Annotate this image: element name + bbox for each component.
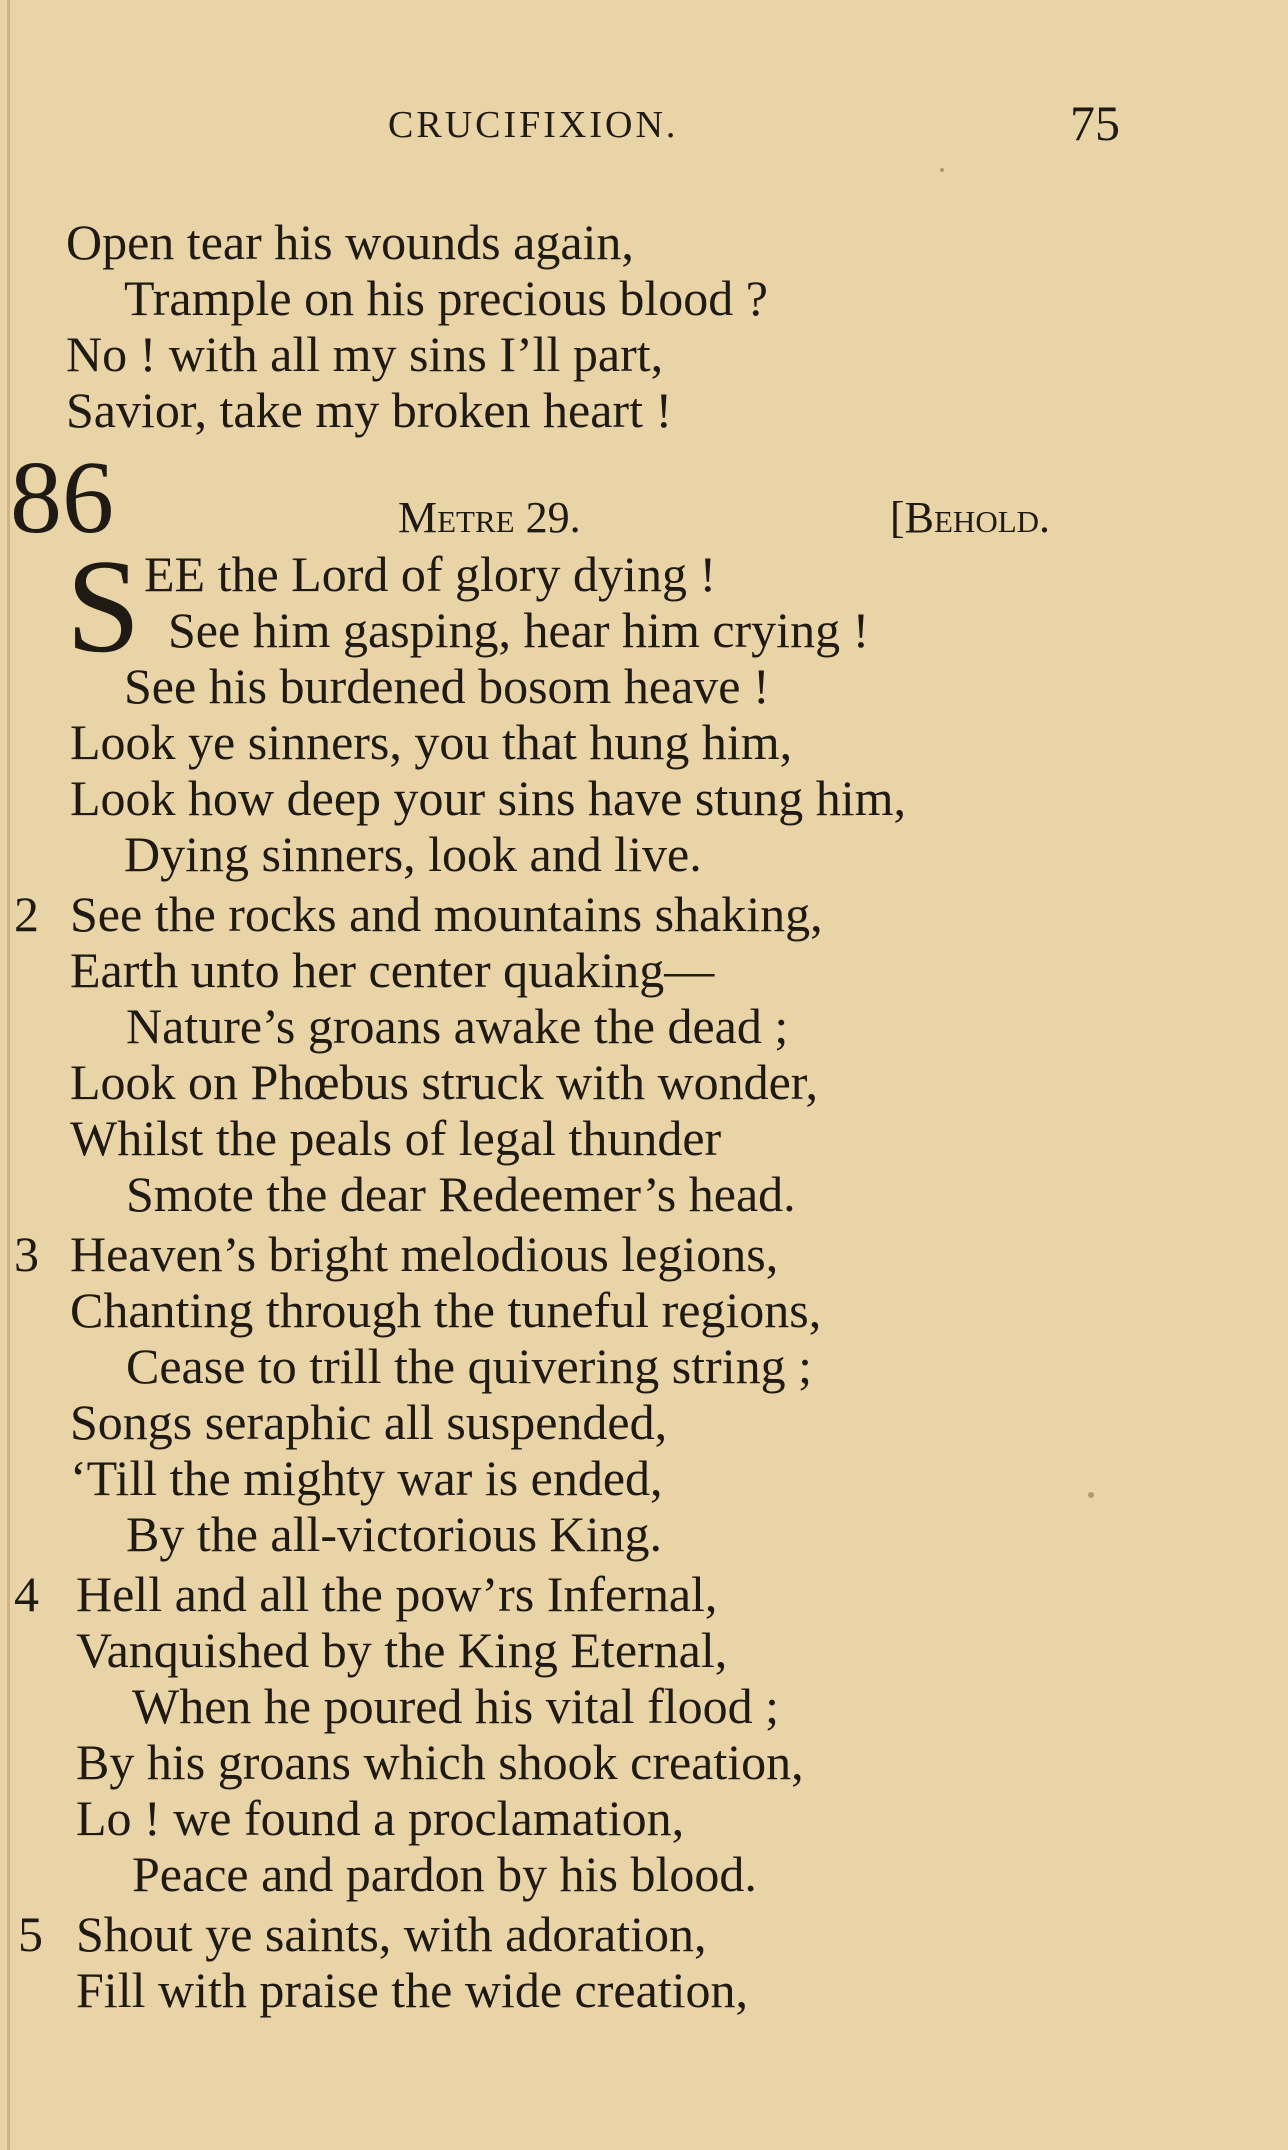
verse-3-line: Chanting through the tuneful regions,: [70, 1282, 822, 1338]
verse-number: 3: [14, 1226, 39, 1282]
verse-number: 5: [18, 1906, 43, 1962]
verse-3-line: Heaven’s bright melodious legions,: [70, 1226, 779, 1282]
verse-2-line: Smote the dear Redeemer’s head.: [126, 1166, 796, 1222]
hymn-tune-name: [Behold.: [890, 493, 1051, 542]
verse-3-line: Songs seraphic all suspended,: [70, 1394, 668, 1450]
verse-1-line: Dying sinners, look and live.: [124, 826, 702, 882]
verse-1-line: See him gasping, hear him crying !: [168, 602, 870, 658]
verse-5-line: Fill with praise the wide creation,: [76, 1962, 749, 2018]
previous-hymn-line: No ! with all my sins I’ll part,: [66, 326, 664, 382]
hymn-metre: Metre 29.: [398, 493, 581, 542]
paper-speck: [940, 168, 944, 172]
running-head: CRUCIFIXION.: [388, 104, 679, 146]
verse-4-line: Vanquished by the King Eternal,: [76, 1622, 728, 1678]
verse-3-line: By the all-victorious King.: [126, 1506, 663, 1562]
verse-1-line: Look ye sinners, you that hung him,: [70, 714, 793, 770]
verse-4-line: Lo ! we found a proclamation,: [76, 1790, 685, 1846]
paper-speck: [1088, 1492, 1094, 1498]
previous-hymn-line: Trample on his precious blood ?: [124, 270, 768, 326]
verse-2-line: Nature’s groans awake the dead ;: [126, 998, 789, 1054]
verse-2-line: Whilst the peals of legal thunder: [70, 1110, 722, 1166]
verse-3-line: Cease to trill the quivering string ;: [126, 1338, 812, 1394]
verse-4-line: When he poured his vital flood ;: [132, 1678, 780, 1734]
verse-4-line: Peace and pardon by his blood.: [132, 1846, 757, 1902]
verse-4-line: Hell and all the pow’rs Infernal,: [76, 1566, 718, 1622]
verse-2-line: Look on Phœbus struck with wonder,: [70, 1054, 818, 1110]
verse-2-line: Earth unto her center quaking—: [70, 942, 715, 998]
verse-5-line: Shout ye saints, with adoration,: [76, 1906, 707, 1962]
verse-number: 2: [14, 886, 39, 942]
verse-number: 4: [14, 1566, 39, 1622]
page-binding-edge: [7, 0, 10, 2150]
verse-4-line: By his groans which shook creation,: [76, 1734, 804, 1790]
verse-1-line: EE the Lord of glory dying !: [144, 546, 717, 602]
drop-cap-letter: S: [66, 532, 141, 680]
verse-2-line: See the rocks and mountains shaking,: [70, 886, 823, 942]
previous-hymn-line: Savior, take my broken heart !: [66, 382, 673, 438]
previous-hymn-line: Open tear his wounds again,: [66, 214, 634, 270]
page-number: 75: [1070, 95, 1120, 151]
hymn-number: 86: [10, 440, 114, 555]
verse-1-line: See his burdened bosom heave !: [124, 658, 770, 714]
verse-3-line: ‘Till the mighty war is ended,: [70, 1450, 663, 1506]
verse-1-line: Look how deep your sins have stung him,: [70, 770, 907, 826]
